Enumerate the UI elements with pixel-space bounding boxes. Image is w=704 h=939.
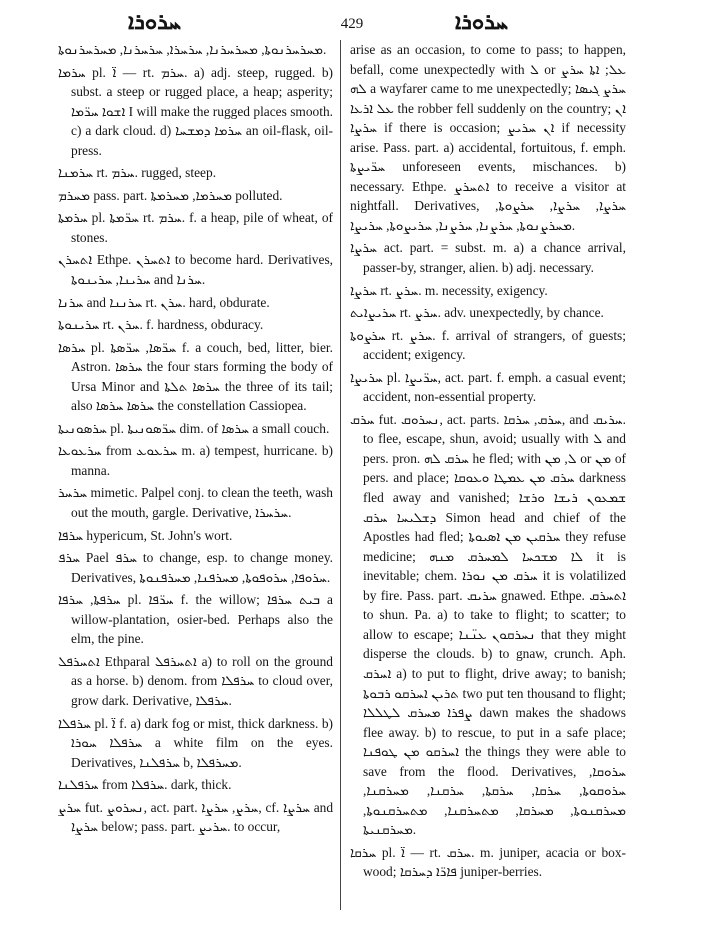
entry-to-flee: ܚܪܩ fut. ܢܚܪܘܩ, act. parts. ܚܪܩ, ܚܪܩܐ, and ܚܪܝܩ. to flee, escape, shun, avoid; usually with ܠ and pers. pron. ܚܪܩ ܠܗ he fled; with ܠ, ܡܢ or ܡܢ of pers. and place; ܚܪܩ ܡܢ ܥܡܛܐ ܘܥܘܩܐ darkness fled away and vanished; ܫܡܥܘܢ ܪܝܫܐ ܘܪܫܐ ܕܫܠܝܚܐ ܚܪܩ Simon head and chief of the Apostles had fled; ܚܪܩܝܢ ܡܢ ܐܣܝܘܬܐ they refuse medicine; ܠܐ ܡܫܟܚܐ ܠܡܚܪܩ ܡܢܗ it is inevitable; chem. ܚܪܩ ܡܢ ܢܘܪܐ it is volatilized by fire. Pass. part. ܚܪܝܩ gnawed. Ethpe. ܐܬܚܪܩ to shun. Pa. a) to take to flight; to scatter; to allow to escape; ܢܚܪܩܘܢ ܥܢ̈ܢܐ that they might disperse the clouds. b) to gnaw, crunch. Aph. ܐܚܪܩ a) to put to flight, drive away; to banish; ܬܪܝܢ ܐܚܪܩܘ ܪܒܘܬܐ two put ten thousand to flight; ܨܦܪܐ ܡܚܪܩ ܠܛܠܠܐ dawn makes the shadows flee away. b) to rescue, to put in a safe place; ܐܚܪܩܘ ܡܢ ܛܘܦܢܐ the things they were able to save from the flood. Derivatives, ܚܪܘܩܐ, ܚܪܘܩܘܬܐ, ܚܪܩܐ, ܚܪܩܬܐ, ܚܪܩܢܐ, ܡܚܪܩܢܐ, ܡܚܪܩܢܘܬܐ, ܡܚܪܩܐ, ܡܬܚܪܩܢܐ, ܡܬܚܪܩܢܘܬܐ, ܡܚܪܩܢܝܬܐ.: [350, 411, 627, 838]
entry-dark-thick: ܚܪܦܠܢܐ from ܚܪܦܠܐ. dark, thick.: [58, 777, 232, 793]
entry-necessity: ܚܪܨܐ rt. ܚܪܨ. m. necessity, exigency.: [350, 282, 548, 298]
entry-willow: ܚܪܦܬܐ, ܚܪܦܐ pl. ܚܪ̈ܦܐ f. the willow; ܒܝܬ ܚܪܦܐ a willow-plantation, osier-bed. Perhaps also the elm, the pine.: [58, 592, 333, 647]
entry-rugged: ܚܪܡܢܐ rt. ܚܪܡ. rugged, steep.: [58, 165, 217, 181]
page-number: 429: [340, 16, 364, 32]
entry-unexpectedly: ܚܪܝܨܐܝܬ rt. ܚܪܨ. adv. unexpectedly, by chance.: [350, 305, 604, 321]
left-column: [58, 40, 333, 840]
entry-tempest: ܚܪܥܘܥܐ from ܚܪܥܘܥ m. a) tempest, hurricane. b) manna.: [58, 443, 333, 478]
entry-to-occur: ܚܪܨ fut. ܢܚܪܘܨ, act. part. ܚܪܨ, ܚܪܨܐ, cf. ܚܪܨܐ and ܚܪܨܐ below; pass. part. ܚܪܝܨ. to occur,: [58, 799, 334, 835]
entry-chance-arrival: ܚܪܨܐ act. part. = subst. m. a) a chance arrival, passer-by, stranger, alien. b) adj. necessary.: [350, 240, 626, 276]
entry-change-money: ܚܪܦ Pael ܚܪܦ to change, esp. to change money. Derivatives, ܚܪܘܦܐ, ܚܪܘܦܘܬܐ, ܡܚܪܦܢܐ, ܡܚܪܦܢܘܬܐ.: [58, 550, 334, 585]
entry-juniper: ܚܪܩܐ pl. ܐ̈ — rt. ܚܪܩ. m. juniper, acacia or box-wood; ܦܐܪ̈ܐ ܕܚܪܩܐ juniper-berries.: [350, 844, 626, 880]
entry-dark-fog: ܚܪܦܠܐ pl. ܐ̈ f. a) dark fog or mist, thick darkness. b) ܚܪܦܠܐ ܚܘܪܐ a white film on the eyes. Derivatives, ܚܪܦܠܢܐ b, ܡܚܪܦܠܐ.: [58, 715, 333, 770]
running-header: [0, 8, 704, 38]
entry-polluted: ܡܚܪܡ pass. part. ܡܚܪܡܐ, ܡܚܪܡܬܐ polluted.: [58, 187, 283, 203]
entry-steep: ܚܪܡܐ pl. ܐ̈ — rt. ܚܪܡ. a) adj. steep, rugged. b) subst. a steep or rugged place, a heap; asperity; ܐܫܘܐ ܚܪ̈ܡܐ I will make the rugged places smooth. c) a dark cloud. d) ܚܪܡܐ ܕܡܫܚܐ an oil-flask, oil-press.: [58, 64, 333, 158]
entry-hardness: ܚܪܝܢܘܬܐ rt. ܚܪܢ. f. hardness, obduracy.: [58, 317, 264, 333]
entry-heap: ܚܪܡܬܐ pl. ܚܪ̈ܡܬܐ rt. ܚܪܡ. f. a heap, pile of wheat, of stones.: [58, 210, 333, 245]
entry-roll-on-ground: ܐܬܚܪܦܠ Ethparal ܐܬܚܪܦܠ a) to roll on the ground as a horse. b) denom. from ܚܪܦܠܐ to cloud over, grow dark. Derivative, ܚܪܦܠܐ.: [58, 653, 333, 708]
entry-couch: ܚܪܣܐ pl. ܚܪ̈ܣܐ, ܚܪ̈ܣܬܐ f. a couch, bed, litter, bier. Astron. ܚܪܣܐ the four stars forming the body of Ursa Minor and ܚܪܣܐ ܬܠܬܐ the three of its tail; also ܚܪܣܐ ܚܪܣܐ the constellation Cassiopea.: [58, 339, 334, 414]
header-left-word: ܚܪܘܪܐ: [128, 10, 182, 35]
entry-arrival-of-strangers: ܚܪܨܘܬܐ rt. ܚܪܨ. f. arrival of strangers, of guests; accident; exigency.: [350, 327, 626, 363]
entry-casual-event: ܚܪܝܨܐ pl. ܚܪ̈ܝܨܐ, act. part. f. emph. a casual event; accident, non-essential property.: [350, 369, 626, 405]
header-right-word: ܚܪܘܪܐ: [455, 10, 509, 35]
entry-hard: ܚܪܢܐ and ܚܪܢܢܐ rt. ܚܪܢ. hard, obdurate.: [58, 294, 270, 310]
entry-become-hard: ܐܬܚܪܢ Ethpe. ܐܬܚܪܢ to become hard. Derivatives, ܚܪܝܢܐ, ܚܪܝܢܘܬܐ and ܚܪܢܐ.: [58, 252, 333, 288]
right-column: [350, 40, 626, 885]
entry-gargle: ܚܪܚܪ mimetic. Palpel conj. to clean the teeth, wash out the mouth, gargle. Derivative, ܚܪܚܪܐ.: [58, 485, 333, 521]
column-divider: [340, 40, 341, 910]
entry-small-couch: ܚܪܣܘܢܝܬܐ pl. ܚܪ̈ܣܘܢܝܬܐ dim. of ܚܪܣܐ a small couch.: [58, 420, 330, 436]
entry-arise-continuation: arise as an occasion, to come to pass; to happen, befall, come unexpectedly with ܠ or ܥܠ; ܐܬܐ ܚܪܨ ܠܗ a wayfarer came to me unexpectedly; ܚܪܨ ܓܝܣܐ ܥܠ ܐܪܥܐ the robber fell suddenly on the country; ܐܢ ܚܪܨܐ if there is occasion; ܐܢ ܚܪܝܨ if necessity arise. Pass. part. a) accidental, fortuitous, f. emph. ܚܪ̈ܝܨܬܐ unforeseen events, mischances. b) necessary. Ethpe. ܐܬܚܪܨ to receive a visitor at nightfall. Derivatives, ܚܪܨܐ, ܚܪܨܐ, ܚܪܨܘܬܐ, ܡܚܪܨܢܘܬܐ, ܚܪܨܢܐ, ܚܪܨܢܐ, ܚܪܝܨܘܬܐ, ܚܪܝܨܐ.: [350, 42, 627, 233]
entry-hypericum: ܚܪܦܐ hypericum, St. John's wort.: [58, 527, 233, 543]
entry-continuation: ܡܚܪܚܪܢܘܬܐ, ܡܚܪܚܪܢܐ, ܚܪܚܪܐ, ܚܪܚܪܢܐ, ܡܚܪܚܪܢܘܬܐ.: [58, 42, 327, 57]
